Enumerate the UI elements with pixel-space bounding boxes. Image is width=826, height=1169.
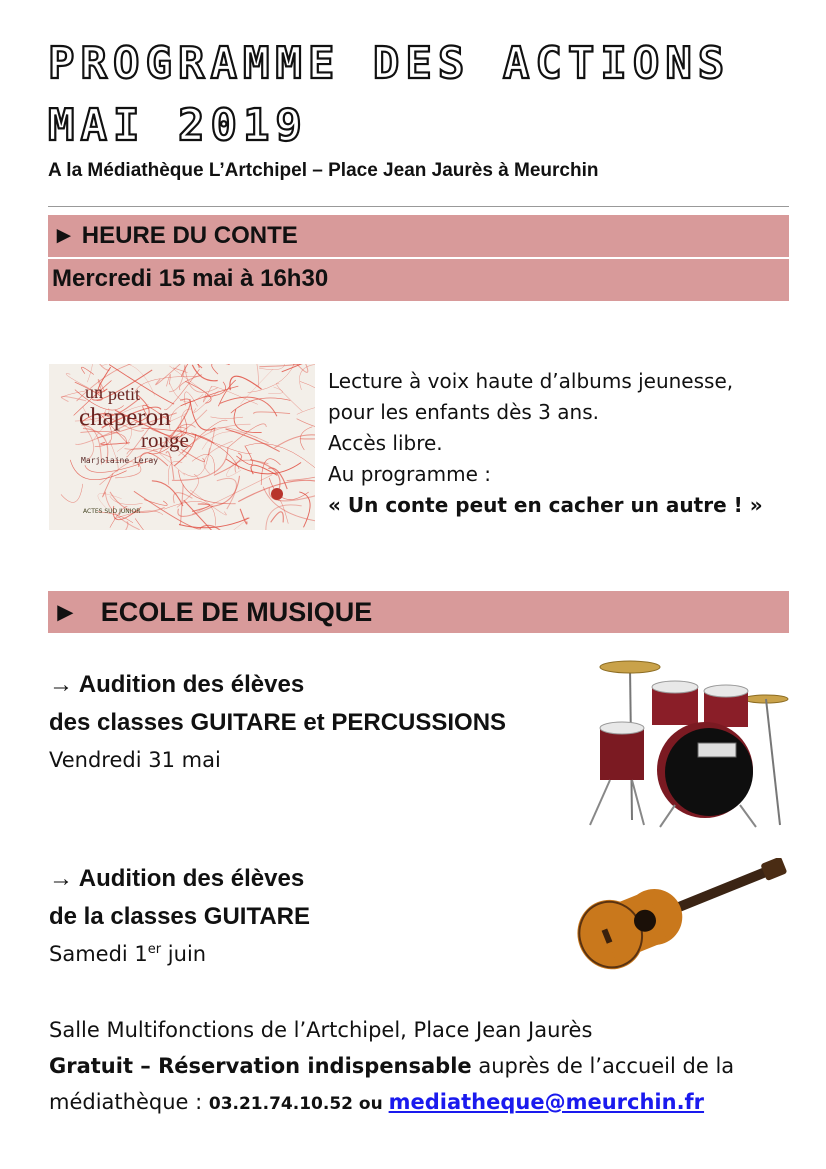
description-highlight: « Un conte peut en cacher un autre ! »	[328, 493, 763, 517]
phone-number: 03.21.74.10.52	[208, 1094, 353, 1114]
scribble-stroke	[297, 419, 315, 430]
event-description	[328, 366, 763, 521]
book-title-word: rouge	[141, 428, 189, 452]
scribble-stroke	[299, 492, 310, 527]
scribble-stroke	[271, 512, 284, 523]
date-ordinal: er	[147, 942, 162, 957]
audition-title-line: de la classes GUITARE	[49, 903, 310, 930]
drum-kit-image	[580, 655, 800, 835]
scribble-stroke	[61, 484, 83, 503]
scribble-stroke	[210, 417, 243, 419]
scribble-stroke	[246, 443, 315, 476]
scribble-stroke	[242, 364, 258, 387]
book-author: Marjolaine Leray	[81, 456, 159, 465]
scribble-stroke	[275, 435, 315, 448]
section-title: HEURE DU CONTE	[81, 222, 298, 249]
audition-title-line: → Audition des élèves	[49, 671, 305, 698]
footer-info	[49, 1012, 734, 1122]
scribble-stroke	[135, 518, 175, 530]
audition-title	[49, 666, 506, 742]
scribble-stroke	[192, 504, 210, 511]
scribble-stroke	[190, 490, 226, 515]
reservation-rest: auprès de l’accueil de la	[471, 1054, 735, 1078]
description-line: Accès libre.	[328, 431, 443, 455]
scribble-stroke	[83, 364, 109, 370]
scribble-stroke	[218, 380, 235, 406]
scribble-stroke	[152, 481, 183, 506]
scribble-stroke	[254, 412, 290, 414]
scribble-stroke	[230, 376, 262, 390]
section-date-band	[48, 259, 789, 301]
scribble-stroke	[240, 509, 247, 524]
date-text: Samedi 1	[49, 942, 148, 966]
scribble-stroke	[228, 424, 266, 448]
description-line: Au programme :	[328, 462, 491, 486]
contact-line	[49, 1084, 734, 1122]
scribble-stroke	[164, 501, 215, 525]
scribble-stroke	[144, 500, 167, 506]
scribble-stroke	[185, 365, 218, 393]
scribble-stroke	[203, 386, 211, 402]
scribble-stroke	[178, 506, 213, 516]
section-date: Mercredi 15 mai à 16h30	[52, 265, 329, 292]
play-arrow-icon: ►	[52, 597, 79, 627]
scribble-stroke	[211, 386, 257, 404]
page-subtitle: A la Médiathèque L’Artchipel – Place Jean Jaurès à Meurchin	[48, 160, 599, 181]
scribble-stroke	[195, 364, 205, 368]
reservation-line	[49, 1048, 734, 1084]
scribble-stroke	[101, 442, 130, 444]
little-red-figure	[271, 488, 283, 500]
contact-prefix: médiathèque :	[49, 1090, 209, 1114]
description-line: pour les enfants dès 3 ans.	[328, 400, 599, 424]
book-title-word: un	[85, 382, 103, 402]
page-title-line2: MAI 2019	[48, 100, 308, 151]
scribble-stroke	[212, 364, 230, 374]
email-link[interactable]: mediatheque@meurchin.fr	[388, 1090, 705, 1114]
scribble-stroke	[110, 496, 143, 504]
contact-or: ou	[352, 1094, 389, 1114]
section-heading-ecole-de-musique	[48, 591, 789, 633]
acoustic-guitar-image	[575, 858, 790, 973]
reservation-bold: Gratuit – Réservation indispensable	[49, 1054, 472, 1078]
description-line: Lecture à voix haute d’albums jeunesse,	[328, 369, 734, 393]
scribble-stroke	[98, 493, 122, 507]
scribble-stroke	[61, 396, 86, 401]
book-title-word: chaperon	[79, 404, 171, 431]
audition-date	[49, 942, 206, 966]
audition-title	[49, 860, 310, 936]
book-publisher: ACTES SUD JUNIOR	[83, 508, 141, 515]
audition-date: Vendredi 31 mai	[49, 748, 221, 772]
divider	[48, 206, 789, 207]
play-arrow-icon: ►	[52, 222, 76, 249]
section-title: ECOLE DE MUSIQUE	[100, 597, 373, 627]
date-text: juin	[161, 942, 207, 966]
scribble-stroke	[234, 409, 262, 432]
scribble-stroke	[181, 364, 199, 376]
scribble-stroke	[276, 383, 302, 411]
audition-title-line: → Audition des élèves	[49, 865, 305, 892]
venue-line: Salle Multifonctions de l’Artchipel, Place Jean Jaurès	[49, 1018, 593, 1042]
scribble-stroke	[73, 364, 93, 382]
section-heading-heure-du-conte	[48, 215, 789, 257]
scribble-stroke	[229, 364, 251, 365]
scribble-stroke	[169, 366, 185, 392]
scribble-stroke	[192, 365, 217, 381]
book-cover-image	[49, 364, 315, 530]
book-title-word: petit	[108, 384, 140, 404]
audition-title-line: des classes GUITARE et PERCUSSIONS	[49, 709, 507, 736]
page-title-line1: PROGRAMME DES ACTIONS	[48, 38, 731, 89]
